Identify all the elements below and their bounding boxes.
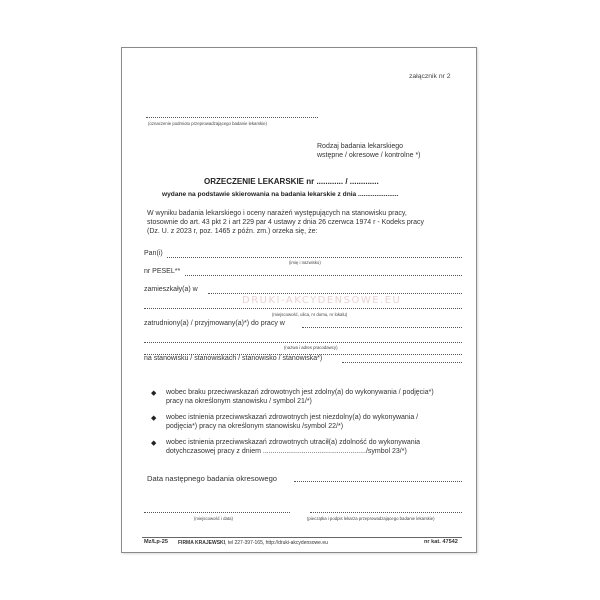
employer-field-1[interactable] — [302, 327, 462, 328]
pesel-label: nr PESEL** — [144, 268, 181, 275]
document-sheet — [121, 47, 477, 553]
issuer-caption: (oznaczenie podmiotu przeprowadzającego badanie lekarskie) — [148, 121, 267, 126]
issuer-dotted-line — [146, 117, 318, 118]
publisher-info — [178, 540, 328, 546]
option-fit-line-2: pracy na określonym stanowisku / symbol 21/*) — [166, 398, 312, 405]
name-label: Pan(i) — [144, 250, 163, 257]
address-field-1[interactable] — [208, 293, 462, 294]
attachment-label: załącznik nr 2 — [409, 73, 451, 80]
publisher-contact: , tel 227-397-165, http://druki-akcydensowe.eu — [225, 540, 328, 546]
diamond-bullet-icon: ◆ — [151, 390, 157, 397]
footer-divider — [142, 537, 462, 538]
address-label: zamieszkały(a) w — [144, 286, 198, 293]
name-field[interactable] — [167, 257, 462, 258]
next-exam-field[interactable] — [294, 481, 462, 482]
employment-label: zatrudniony(a) / przyjmowany(a)*) do pracy w — [144, 320, 285, 327]
name-caption: (imię i nazwisko) — [289, 260, 321, 265]
option-unfit-line-2: podjęcia*) pracy na określonym stanowisku /symbol 22/*) — [166, 423, 344, 430]
document-title: ORZECZENIE LEKARSKIE nr ............ / ............. — [204, 177, 379, 186]
intro-line-1: W wyniku badania lekarskiego i oceny narażeń występujących na stanowisku pracy, — [147, 210, 407, 217]
option-fit-line-1: wobec braku przeciwwskazań zdrowotnych jest zdolny(a) do wykonywania / podjęcia*) — [166, 389, 434, 396]
position-field-2[interactable] — [342, 362, 462, 363]
place-date-field[interactable] — [144, 512, 290, 513]
intro-line-3: (Dz. U. z 2023 r, poz. 1465 z późn. zm.) orzeka się, że: — [147, 228, 318, 235]
intro-line-2: stosownie do art. 43 pkt 2 i art 229 par 4 ustawy z dnia 26 czerwca 1974 r - Kodeks pracy — [147, 219, 425, 226]
address-caption: (miejscowość, ulica, nr domu, nr lokalu) — [272, 312, 348, 317]
place-date-caption: (miejscowość i data) — [194, 516, 233, 521]
address-field-2[interactable] — [144, 308, 462, 309]
diamond-bullet-icon: ◆ — [151, 440, 157, 447]
option-unfit-line-1: wobec istnienia przeciwwskazań zdrowotnych jest niezdolny(a) do wykonywania / — [166, 414, 419, 421]
catalog-number: nr kat. 47542 — [424, 539, 458, 545]
employer-field-2[interactable] — [144, 342, 462, 343]
doctor-signature-caption: (pieczątka i podpis lekarza przeprowadzającego badanie lekarskie) — [307, 516, 435, 521]
position-label: na stanowisku / stanowiskach / stanowisko / stanowiska*) — [144, 355, 323, 362]
option-lost-line-1: wobec istnienia przeciwwskazań zdrowotnych utracił(a) zdolność do wykonywania — [166, 439, 421, 446]
doctor-signature-field[interactable] — [310, 512, 462, 513]
form-code: Mz/Lp-25 — [144, 539, 168, 545]
employer-caption: (nazwa i adres pracodawcy) — [284, 345, 338, 350]
diamond-bullet-icon: ◆ — [151, 415, 157, 422]
exam-type-heading: Rodzaj badania lekarskiego — [317, 143, 403, 150]
watermark: DRUKI-AKCYDENSOWE.EU — [242, 295, 402, 306]
exam-type-options: wstępne / okresowe / kontrolne *) — [317, 152, 421, 159]
next-exam-label: Data następnego badania okresowego — [147, 474, 278, 483]
pesel-field[interactable] — [185, 275, 462, 276]
document-subtitle: wydane na podstawie skierowania na badania lekarskie z dnia ...................... — [162, 191, 399, 198]
publisher-name: FIRMA KRAJEWSKI — [178, 540, 226, 546]
option-lost-line-2: dotychczasowej pracy z dniem ...................................................../symbol 23/*) — [166, 448, 407, 455]
